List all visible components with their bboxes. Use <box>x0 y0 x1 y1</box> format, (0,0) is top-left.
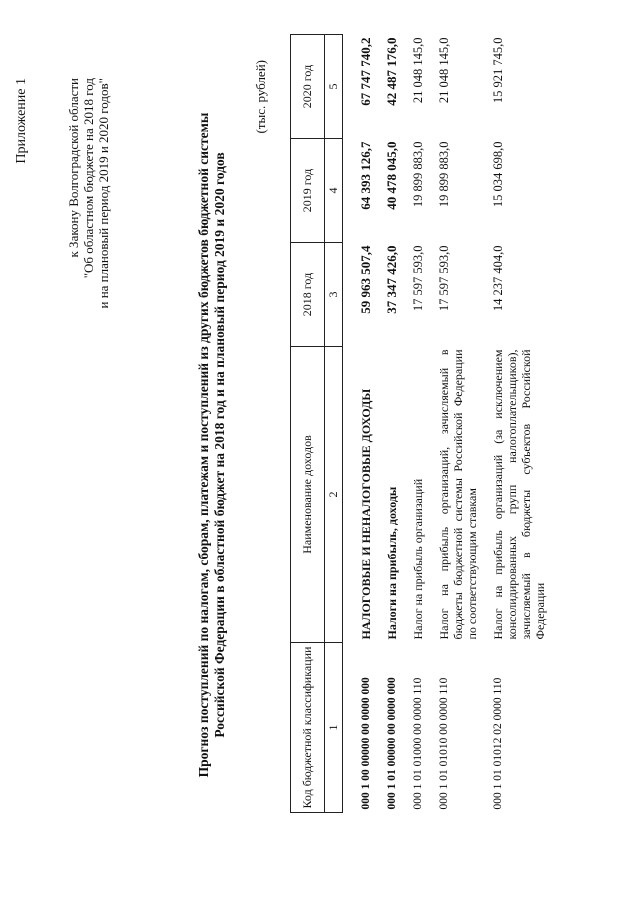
row-code: 000 1 01 01000 00 0000 110 <box>412 677 424 810</box>
column-number: 5 <box>325 35 343 139</box>
row-code: 000 1 01 01012 02 0000 110 <box>492 677 504 810</box>
row-2019-value: 15 034 698,0 <box>491 141 505 208</box>
header-2020: 2020 год <box>291 35 325 139</box>
header-2019: 2019 год <box>291 139 325 243</box>
units-label: (тыс. рублей) <box>253 60 268 134</box>
row-code: 000 1 00 00000 00 0000 000 <box>360 677 372 810</box>
column-number-row <box>325 35 343 813</box>
table-row <box>355 35 381 813</box>
document-title-line-1: Прогноз поступлений по налогам, сборам, платежам и поступлений из других бюджетов бюджетной системы <box>196 112 211 778</box>
row-2020-value: 67 747 740,2 <box>358 37 373 106</box>
row-2018-value: 17 597 593,0 <box>437 245 451 312</box>
row-name: Налог на прибыль организаций <box>411 478 425 640</box>
table-header-row <box>291 35 325 813</box>
row-2019-value: 64 393 126,7 <box>358 141 373 210</box>
header-name: Наименование доходов <box>291 347 325 643</box>
row-2018-value: 37 347 426,0 <box>384 245 399 314</box>
appendix-line-3: и на плановый период 2019 и 2020 годов" <box>96 78 111 309</box>
row-2018-value: 59 963 507,4 <box>358 245 373 314</box>
row-2020-value: 15 921 745,0 <box>491 37 505 104</box>
row-2020-value: 21 048 145,0 <box>411 37 425 104</box>
column-number: 3 <box>325 243 343 347</box>
row-2020-value: 42 487 176,0 <box>384 37 399 106</box>
table-row <box>381 35 407 813</box>
row-name: Налог на прибыль организаций (за исключением консолидированных групп налогоплательщиков), зачисляемый в бюджеты субъектов Российской Федерации <box>491 349 547 640</box>
document-title-line-2: Российской Федерации в областной бюджет на 2018 год и на плановый период 2019 и 2020 годов <box>212 152 227 738</box>
row-2019-value: 19 899 883,0 <box>411 141 425 208</box>
column-number: 1 <box>325 643 343 813</box>
revenue-table <box>290 34 555 813</box>
document-title <box>196 55 228 835</box>
table-row <box>407 35 433 813</box>
row-2019-value: 19 899 883,0 <box>437 141 451 208</box>
row-2018-value: 17 597 593,0 <box>411 245 425 312</box>
table-row <box>433 35 487 813</box>
row-name: Налог на прибыль организаций, зачисляемый в бюджеты бюджетной системы Российской Федерации по соответствующим ставкам <box>437 349 479 640</box>
column-number: 4 <box>325 139 343 243</box>
row-name: Налоги на прибыль, доходы <box>385 486 399 640</box>
appendix-line-1: к Закону Волгоградской области <box>66 78 81 258</box>
column-number: 2 <box>325 347 343 643</box>
table-row <box>487 35 555 813</box>
appendix-title: Приложение 1 <box>14 78 29 164</box>
row-code: 000 1 01 00000 00 0000 000 <box>386 677 398 810</box>
row-2020-value: 21 048 145,0 <box>437 37 451 104</box>
appendix-line-2: "Об областном бюджете на 2018 год <box>81 78 96 279</box>
row-2018-value: 14 237 404,0 <box>491 245 505 312</box>
header-2018: 2018 год <box>291 243 325 347</box>
header-code: Код бюджетной классификации <box>291 643 325 813</box>
row-name: НАЛОГОВЫЕ И НЕНАЛОГОВЫЕ ДОХОДЫ <box>359 388 373 640</box>
row-code: 000 1 01 01010 00 0000 110 <box>438 677 450 810</box>
row-2019-value: 40 478 045,0 <box>384 141 399 210</box>
